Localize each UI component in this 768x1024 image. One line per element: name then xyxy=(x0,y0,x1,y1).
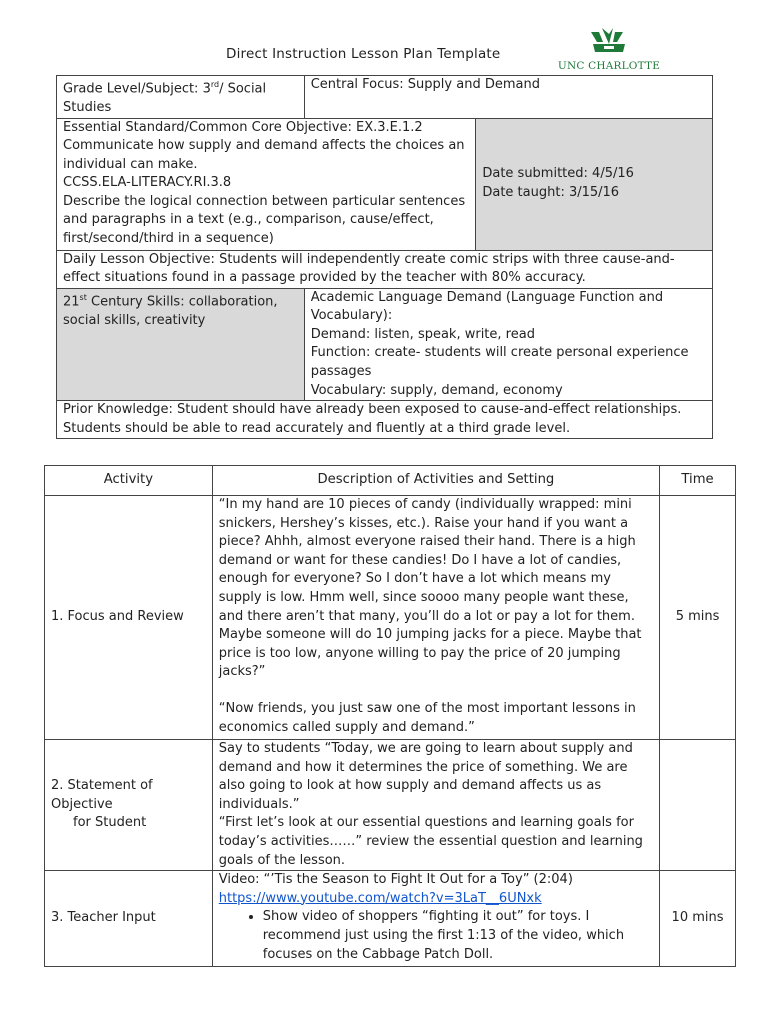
skills-cell xyxy=(57,288,305,401)
academic-language-cell xyxy=(304,288,712,401)
standard-line: Describe the logical connection between particular sentences and paragraphs in a text (e.g., comparison, cause/effect, first/second/third in a sequence) xyxy=(63,193,466,247)
activities-table xyxy=(44,465,736,967)
dates-cell xyxy=(476,118,713,250)
standard-line: Essential Standard/Common Core Objective: EX.3.E.1.2 xyxy=(63,119,423,135)
video-title: Video: “’Tis the Season to Fight It Out for a Toy” (2:04) xyxy=(218,872,573,888)
central-focus-cell: Central Focus: Supply and Demand xyxy=(304,76,712,119)
activity-cell xyxy=(45,740,213,871)
logo-text: UNC CHARLOTTE xyxy=(557,60,661,72)
academic-line: Academic Language Demand (Language Function and Vocabulary): xyxy=(310,289,664,324)
grade-superscript: rd xyxy=(210,80,220,89)
lesson-info-table xyxy=(56,75,713,439)
academic-line: Demand: listen, speak, write, read xyxy=(310,326,535,342)
table-row xyxy=(45,740,736,871)
date-submitted: Date submitted: 4/5/16 xyxy=(482,166,634,182)
standard-cell xyxy=(57,118,476,250)
activity-cell: 3. Teacher Input xyxy=(45,871,213,967)
date-taught: Date taught: 3/15/16 xyxy=(482,185,620,201)
activity-header: Activity xyxy=(45,466,213,496)
description-paragraph: Say to students “Today, we are going to learn about supply and demand and how it determines the price of something. We are also going to look at how supply and demand affects us as individuals.” xyxy=(218,741,633,812)
description-cell xyxy=(212,740,659,871)
activity-line: for Student xyxy=(73,815,147,831)
skills-prefix: 21 xyxy=(63,294,80,310)
skills-superscript: st xyxy=(79,292,87,302)
description-paragraph: “First let’s look at our essential questions and learning goals for today’s activities……” review the essential question and learning goals of the lesson. xyxy=(218,815,643,868)
activity-cell: 1. Focus and Review xyxy=(45,496,213,740)
activity-line: Objective xyxy=(51,796,113,812)
time-header: Time xyxy=(660,466,736,496)
skills-text: Century Skills: collaboration, social skills, creativity xyxy=(63,294,278,328)
unc-charlotte-logo xyxy=(557,24,661,72)
description-header: Description of Activities and Setting xyxy=(212,466,659,496)
description-paragraph: “In my hand are 10 pieces of candy (individually wrapped: mini snickers, Hershey’s kisses, etc.). Raise your hand if you want a piece? Ahhh, almost everyone raised their hand. There is a high demand or want for these candies! Do I have a lot of candies, enough for everyone? So I don’t have a lot which means my supply is low. Hmm well, since soooo many people want these, and there aren’t that many, you’ll do a lot or pay a lot for them. Maybe someone will do 10 jumping jacks for a piece. Maybe that price is too low, anyone willing to pay the price of 20 jumping jacks?” xyxy=(218,497,642,680)
table-row xyxy=(45,871,736,967)
description-paragraph: “Now friends, you just saw one of the most important lessons in economics called supply and demand.” xyxy=(218,700,636,735)
standard-line: CCSS.ELA-LITERACY.RI.3.8 xyxy=(63,175,232,191)
time-cell: 5 mins xyxy=(660,496,736,740)
crown-icon xyxy=(557,24,661,58)
grade-subject-text: Grade Level/Subject: 3 xyxy=(63,81,211,97)
grade-subject-suffix: / Social Studies xyxy=(63,81,267,115)
page-title: Direct Instruction Lesson Plan Template xyxy=(226,46,501,62)
standard-line: Communicate how supply and demand affects the choices an individual can make. xyxy=(63,138,465,172)
bullet-list xyxy=(219,908,653,964)
description-cell xyxy=(212,496,659,740)
time-cell xyxy=(660,740,736,871)
description-cell xyxy=(212,871,659,967)
academic-line: Vocabulary: supply, demand, economy xyxy=(310,382,563,398)
daily-objective-cell: Daily Lesson Objective: Students will independently create comic strips with three cause-and-effect situations found in a passage provided by the teacher with 80% accuracy. xyxy=(57,250,713,288)
academic-line: Function: create- students will create personal experience passages xyxy=(310,345,689,380)
prior-knowledge-cell: Prior Knowledge: Student should have already been exposed to cause-and-effect relationships. Students should be able to read accurately and fluently at a third grade level. xyxy=(57,401,713,439)
activities-header-row xyxy=(45,466,736,496)
table-row xyxy=(45,496,736,740)
grade-subject-cell xyxy=(57,76,305,119)
time-cell: 10 mins xyxy=(660,871,736,967)
activity-line: 2. Statement of xyxy=(51,778,153,794)
list-item: • Show video of shoppers “fighting it out” for toys. I recommend just using the first 1:13 of the video, which focuses on the Cabbage Patch Doll. xyxy=(263,908,653,964)
video-link[interactable]: https://www.youtube.com/watch?v=3LaT__6UNxk xyxy=(218,890,542,906)
